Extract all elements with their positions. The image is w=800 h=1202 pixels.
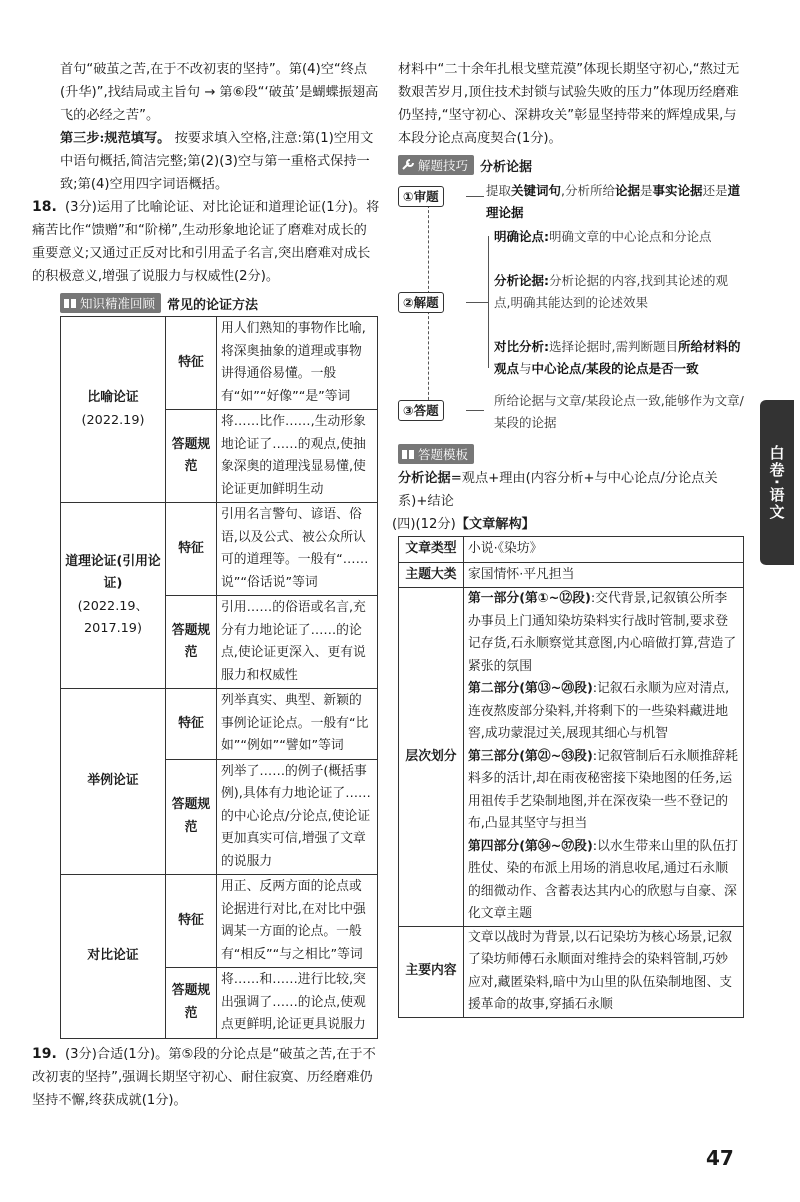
feature-text: 引用名言警句、谚语、俗语,以及公式、被公众所认可的道理等。一般有“……说”“俗话说”等词: [217, 503, 378, 596]
article-deconstruction-table: [398, 536, 744, 1018]
decon-part-text: :交代背景,记叙镇公所李办事员上门通知染坊染料实行战时管制,要求登记存货,石永顺察觉其意图,内心暗做打算,营造了紧张的氛围: [468, 591, 737, 674]
review-text-a: 提取: [486, 183, 512, 198]
decon-key: 层次划分: [399, 588, 464, 927]
decon-value: 文章以战时为背景,以石记染坊为核心场景,记叙了染坊师傅石永顺面对维持会的染料管制,巧妙应对,藏匿染料,暗中为山里的队伍染制地图、支援革命的故事,穿插石永顺: [464, 926, 744, 1017]
book-icon: [401, 448, 415, 460]
left-column: [32, 58, 380, 1112]
part4-score: (四)(12分): [392, 517, 456, 532]
technique-tag: [398, 155, 474, 175]
step3-text: 按要求填入空格,注意:第(1)空用文中语句概括,简洁完整;第(2)(3)空与第一重格式保持一致;第(4)空用四字词语概括。: [60, 131, 374, 192]
decon-value: 家国情怀·平凡担当: [464, 562, 744, 588]
decon-row: [399, 537, 744, 563]
review-connector: [466, 196, 484, 197]
step-answer-box: ③答题: [398, 400, 444, 421]
solve-c-bold-b: 中心论点/某段的论点是否一致: [531, 360, 699, 376]
answer-connector: [466, 410, 484, 411]
q18-answer: [32, 196, 380, 288]
template-text: =观点+理由(内容分析+与中心论点/分论点关系)+结论: [398, 471, 718, 509]
norm-text: 将……比作……,生动形象地论证了……的观点,使抽象深奥的道理浅显易懂,使论证更加鲜明生动: [217, 410, 378, 503]
feature-label: 特征: [166, 503, 217, 596]
template-tag: [398, 444, 474, 464]
step3-paragraph: [60, 127, 380, 196]
review-text-b: ,分析所给: [561, 183, 616, 198]
decon-key: 文章类型: [399, 537, 464, 563]
method-row-feature: [61, 875, 378, 968]
solve-c-text-b: 与: [519, 360, 532, 376]
argument-methods-table: [60, 316, 378, 1039]
knowledge-subtitle: 常见的论证方法: [167, 297, 259, 313]
decon-key: 主要内容: [399, 926, 464, 1017]
norm-text: 将……和……进行比较,突出强调了……的论点,使观点更鲜明,论证更具说服力: [217, 968, 378, 1039]
solve-c-text-a: 选择论据时,需判断题目: [549, 339, 678, 354]
subject-side-tab: [760, 400, 794, 565]
feature-label: 特征: [166, 875, 217, 968]
feature-text: 用正、反两方面的论点或论据进行对比,在对比中强调某一方面的论点。一般有“相反”“与之相比”等词: [217, 875, 378, 968]
norm-label: 答题规范: [166, 968, 217, 1039]
right-column: [392, 58, 744, 1018]
step-review-text: [486, 180, 742, 223]
decon-part: [468, 678, 739, 746]
solve-item-c: [494, 336, 744, 379]
norm-text: 列举了……的例子(概括事例),具体有力地论证了……的中心论点/分论点,使论证更加真实可信,增强了文章的说服力: [217, 759, 378, 875]
decon-row: [399, 588, 744, 927]
step-answer-text: 所给论据与文章/某段论点一致,能够作为文章/某段的论据: [494, 393, 744, 430]
method-year: (2022.19): [81, 412, 145, 428]
solve-c-label: 对比分析:: [494, 339, 549, 354]
method-year: (2022.19、2017.19): [77, 598, 149, 636]
technique-header: [398, 154, 744, 176]
solve-a-text: 明确文章的中心论点和分论点: [549, 229, 712, 244]
step-review-box: ①审题: [398, 186, 444, 207]
norm-label: 答题规范: [166, 759, 217, 875]
review-text-d: 还是: [702, 183, 728, 198]
method-name: 比喻论证: [87, 390, 139, 405]
feature-text: 列举真实、典型、新颖的事例论证论点。一般有“比如”“例如”“譬如”等词: [217, 689, 378, 760]
method-name-cell: [61, 875, 166, 1039]
solve-b-text: 分析论据的内容,找到其论述的观点,明确其能达到的论述效果: [494, 273, 728, 310]
decon-part: [468, 588, 739, 678]
solve-bracket: [488, 236, 489, 368]
decon-part: [468, 836, 739, 926]
feature-text: 用人们熟知的事物作比喻,将深奥抽象的道理或事物讲得通俗易懂。一般有“如”“好像”“是”等词: [217, 317, 378, 410]
template-header: [398, 443, 744, 465]
part4-heading: [392, 513, 744, 536]
q18-number: 18.: [32, 199, 57, 215]
q19-answer: [32, 1043, 380, 1112]
method-name-cell: [61, 689, 166, 875]
method-row-feature: [61, 317, 378, 410]
review-bold-b: 论据: [615, 183, 641, 198]
decon-row: [399, 926, 744, 1017]
review-bold-c: 事实论据: [652, 183, 703, 198]
subject-side-tab-label: 白卷·语文: [767, 444, 786, 521]
q19-number: 19.: [32, 1045, 57, 1062]
q19-text: (3分)合适(1分)。第⑤段的分论点是“破茧之苦,在于不改初衷的坚持”,强调长期坚守初心、耐住寂寞、历经磨难仍坚持不懈,终获成就(1分)。: [32, 1046, 376, 1108]
solve-b-label: 分析论据:: [494, 273, 549, 288]
norm-text: 引用……的俗语或名言,充分有力地论证了……的论点,使论证更深入、更有说服力和权威性: [217, 596, 378, 689]
part4-label: 【文章解构】: [455, 517, 535, 532]
decon-part-text: :记叙管制后石永顺推辞耗料多的活计,却在雨夜秘密接下染地图的任务,运用祖传手艺染制地图,并在深夜染一些不登记的布,凸显其坚守与担当: [468, 748, 738, 831]
norm-label: 答题规范: [166, 410, 217, 503]
q18-text: (3分)运用了比喻论证、对比论证和道理论证(1分)。将痛苦比作“馈赠”和“阶梯”,生动形象地论证了磨难对成长的重要意义;又通过正反对比和引用孟子名言,突出磨难对成长的积极意义,增强了说服力与权威性(2分)。: [32, 200, 380, 284]
decon-part-title: 第一部分(第①~⑫段): [468, 591, 591, 606]
feature-label: 特征: [166, 689, 217, 760]
book-icon: [63, 297, 77, 309]
method-name-cell: [61, 317, 166, 503]
decon-part-text: :以水生带来山里的队伍打胜仗、染的布派上用场的消息收尾,通过石永顺的细微动作、含蓄表达其内心的欣慰与自豪、深化文章主题: [468, 838, 738, 921]
review-bold-a: 关键词句: [511, 183, 562, 198]
method-name: 道理论证(引用论证): [65, 553, 161, 591]
step-solve-box: ②解题: [398, 292, 444, 313]
solve-c-bold-a: 所给材料的观点: [494, 339, 741, 376]
feature-label: 特征: [166, 317, 217, 410]
material-paragraph: 材料中“二十余年扎根戈壁荒漠”体现长期坚守初心,“熬过无数艰苦岁月,顶住技术封锁与试验失败的压力”体现历经磨难仍坚持,“坚守初心、深耕攻关”彰显坚持带来的辉煌成果,与本段分论点高度契合(1分)。: [398, 62, 740, 146]
intro-paragraph: 首句“破茧之苦,在于不改初衷的坚持”。第(4)空“终点(升华)”,找结局或主旨句 → 第⑥段“‘破茧’是蝴蝶振翅高飞的必经之苦”。: [60, 62, 379, 123]
technique-tag-label: 解题技巧: [418, 158, 469, 173]
analysis-flowchart: [398, 180, 744, 430]
page-number: 47: [706, 1146, 734, 1170]
method-name: 对比论证: [87, 948, 139, 963]
method-name: 举例论证: [87, 773, 139, 789]
template-formula: [398, 467, 744, 513]
review-text-c: 是: [640, 183, 653, 198]
decon-value: 小说·《染坊》: [464, 537, 744, 563]
decon-part: [468, 746, 739, 836]
decon-part-text: :记叙石永顺为应对清点,连夜熬废部分染料,并将剩下的一些染料藏进地窖,成功蒙混过关,展现其细心与机智: [468, 681, 730, 741]
knowledge-review-header: [60, 292, 380, 314]
decon-part-title: 第三部分(第㉑~㉝段): [468, 748, 593, 764]
method-row-feature: [61, 503, 378, 596]
method-name-cell: [61, 503, 166, 689]
decon-value: [464, 588, 744, 927]
wrench-icon: [401, 159, 415, 171]
solve-connector: [466, 302, 488, 303]
decon-row: [399, 562, 744, 588]
decon-part-title: 第四部分(第㉞~㊲段): [468, 838, 593, 854]
template-tag-label: 答题模板: [418, 447, 469, 462]
method-row-feature: [61, 689, 378, 760]
knowledge-tag: [60, 293, 161, 313]
solve-a-label: 明确论点:: [494, 229, 549, 244]
technique-subtitle: 分析论据: [480, 159, 533, 175]
decon-key: 主题大类: [399, 562, 464, 588]
norm-label: 答题规范: [166, 596, 217, 689]
decon-part-title: 第二部分(第⑬~⑳段): [468, 681, 593, 696]
template-bold: 分析论据: [398, 471, 451, 486]
review-bold-d: 道理论据: [486, 183, 741, 220]
solve-item-b: [494, 270, 744, 313]
solve-item-a: [494, 226, 744, 248]
knowledge-tag-label: 知识精准回顾: [80, 296, 156, 311]
step3-label: 第三步:规范填写。: [60, 131, 171, 146]
